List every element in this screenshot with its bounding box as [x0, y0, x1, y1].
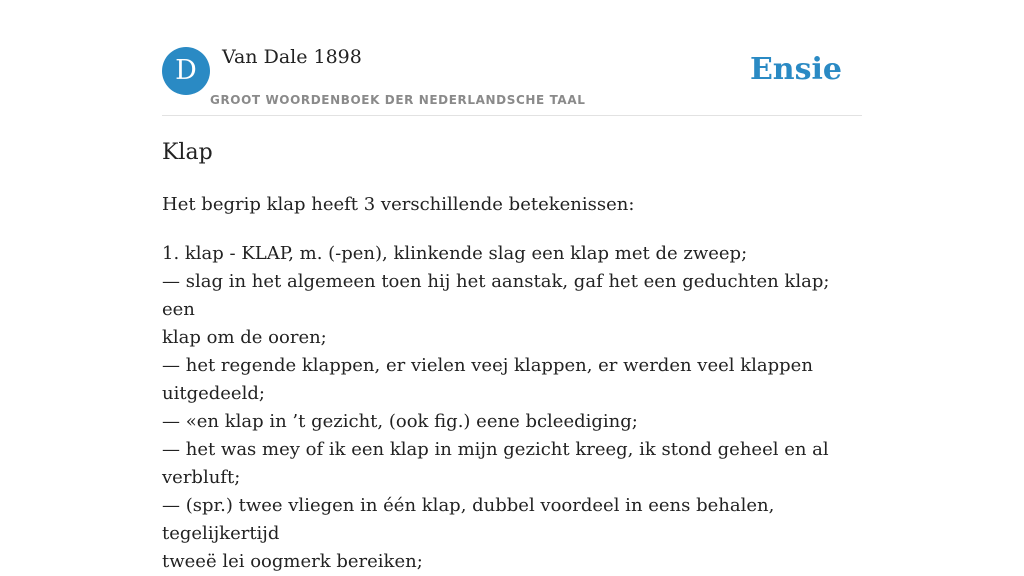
definition-line: verbluft; — [162, 467, 241, 488]
definition-line: klap om de ooren; — [162, 327, 327, 348]
definition-line: — «en klap in ’t gezicht, (ook fig.) eene bcleediging; — [162, 411, 638, 432]
definition-line: — (spr.) twee vliegen in één klap, dubbel voordeel in eens behalen, tegelijkertijd — [162, 495, 775, 544]
definition-line: 1. klap - KLAP, m. (-pen), klinkende slag een klap met de zweep; — [162, 243, 748, 264]
header-divider — [162, 115, 862, 116]
dictionary-logo[interactable]: D — [162, 47, 210, 95]
definition-line: — het regende klappen, er vielen veej klappen, er werden veel klappen — [162, 355, 813, 376]
definition-line: — slag in het algemeen toen hij het aanstak, gaf het een geduchten klap; een — [162, 271, 830, 320]
page-header — [162, 46, 862, 116]
entry-title: Klap — [162, 140, 213, 165]
entry-definition — [162, 240, 862, 576]
dictionary-title[interactable]: Van Dale 1898 — [222, 46, 362, 68]
definition-line: — het was mey of ik een klap in mijn gezicht kreeg, ik stond geheel en al — [162, 439, 829, 460]
ensie-brand-link[interactable]: Ensie — [749, 52, 842, 87]
definition-line: uitgedeeld; — [162, 383, 265, 404]
definition-line: tweeë lei oogmerk bereiken; — [162, 551, 423, 572]
entry-intro: Het begrip klap heeft 3 verschillende betekenissen: — [162, 194, 635, 215]
dictionary-subtitle: GROOT WOORDENBOEK DER NEDERLANDSCHE TAAL — [210, 93, 586, 107]
